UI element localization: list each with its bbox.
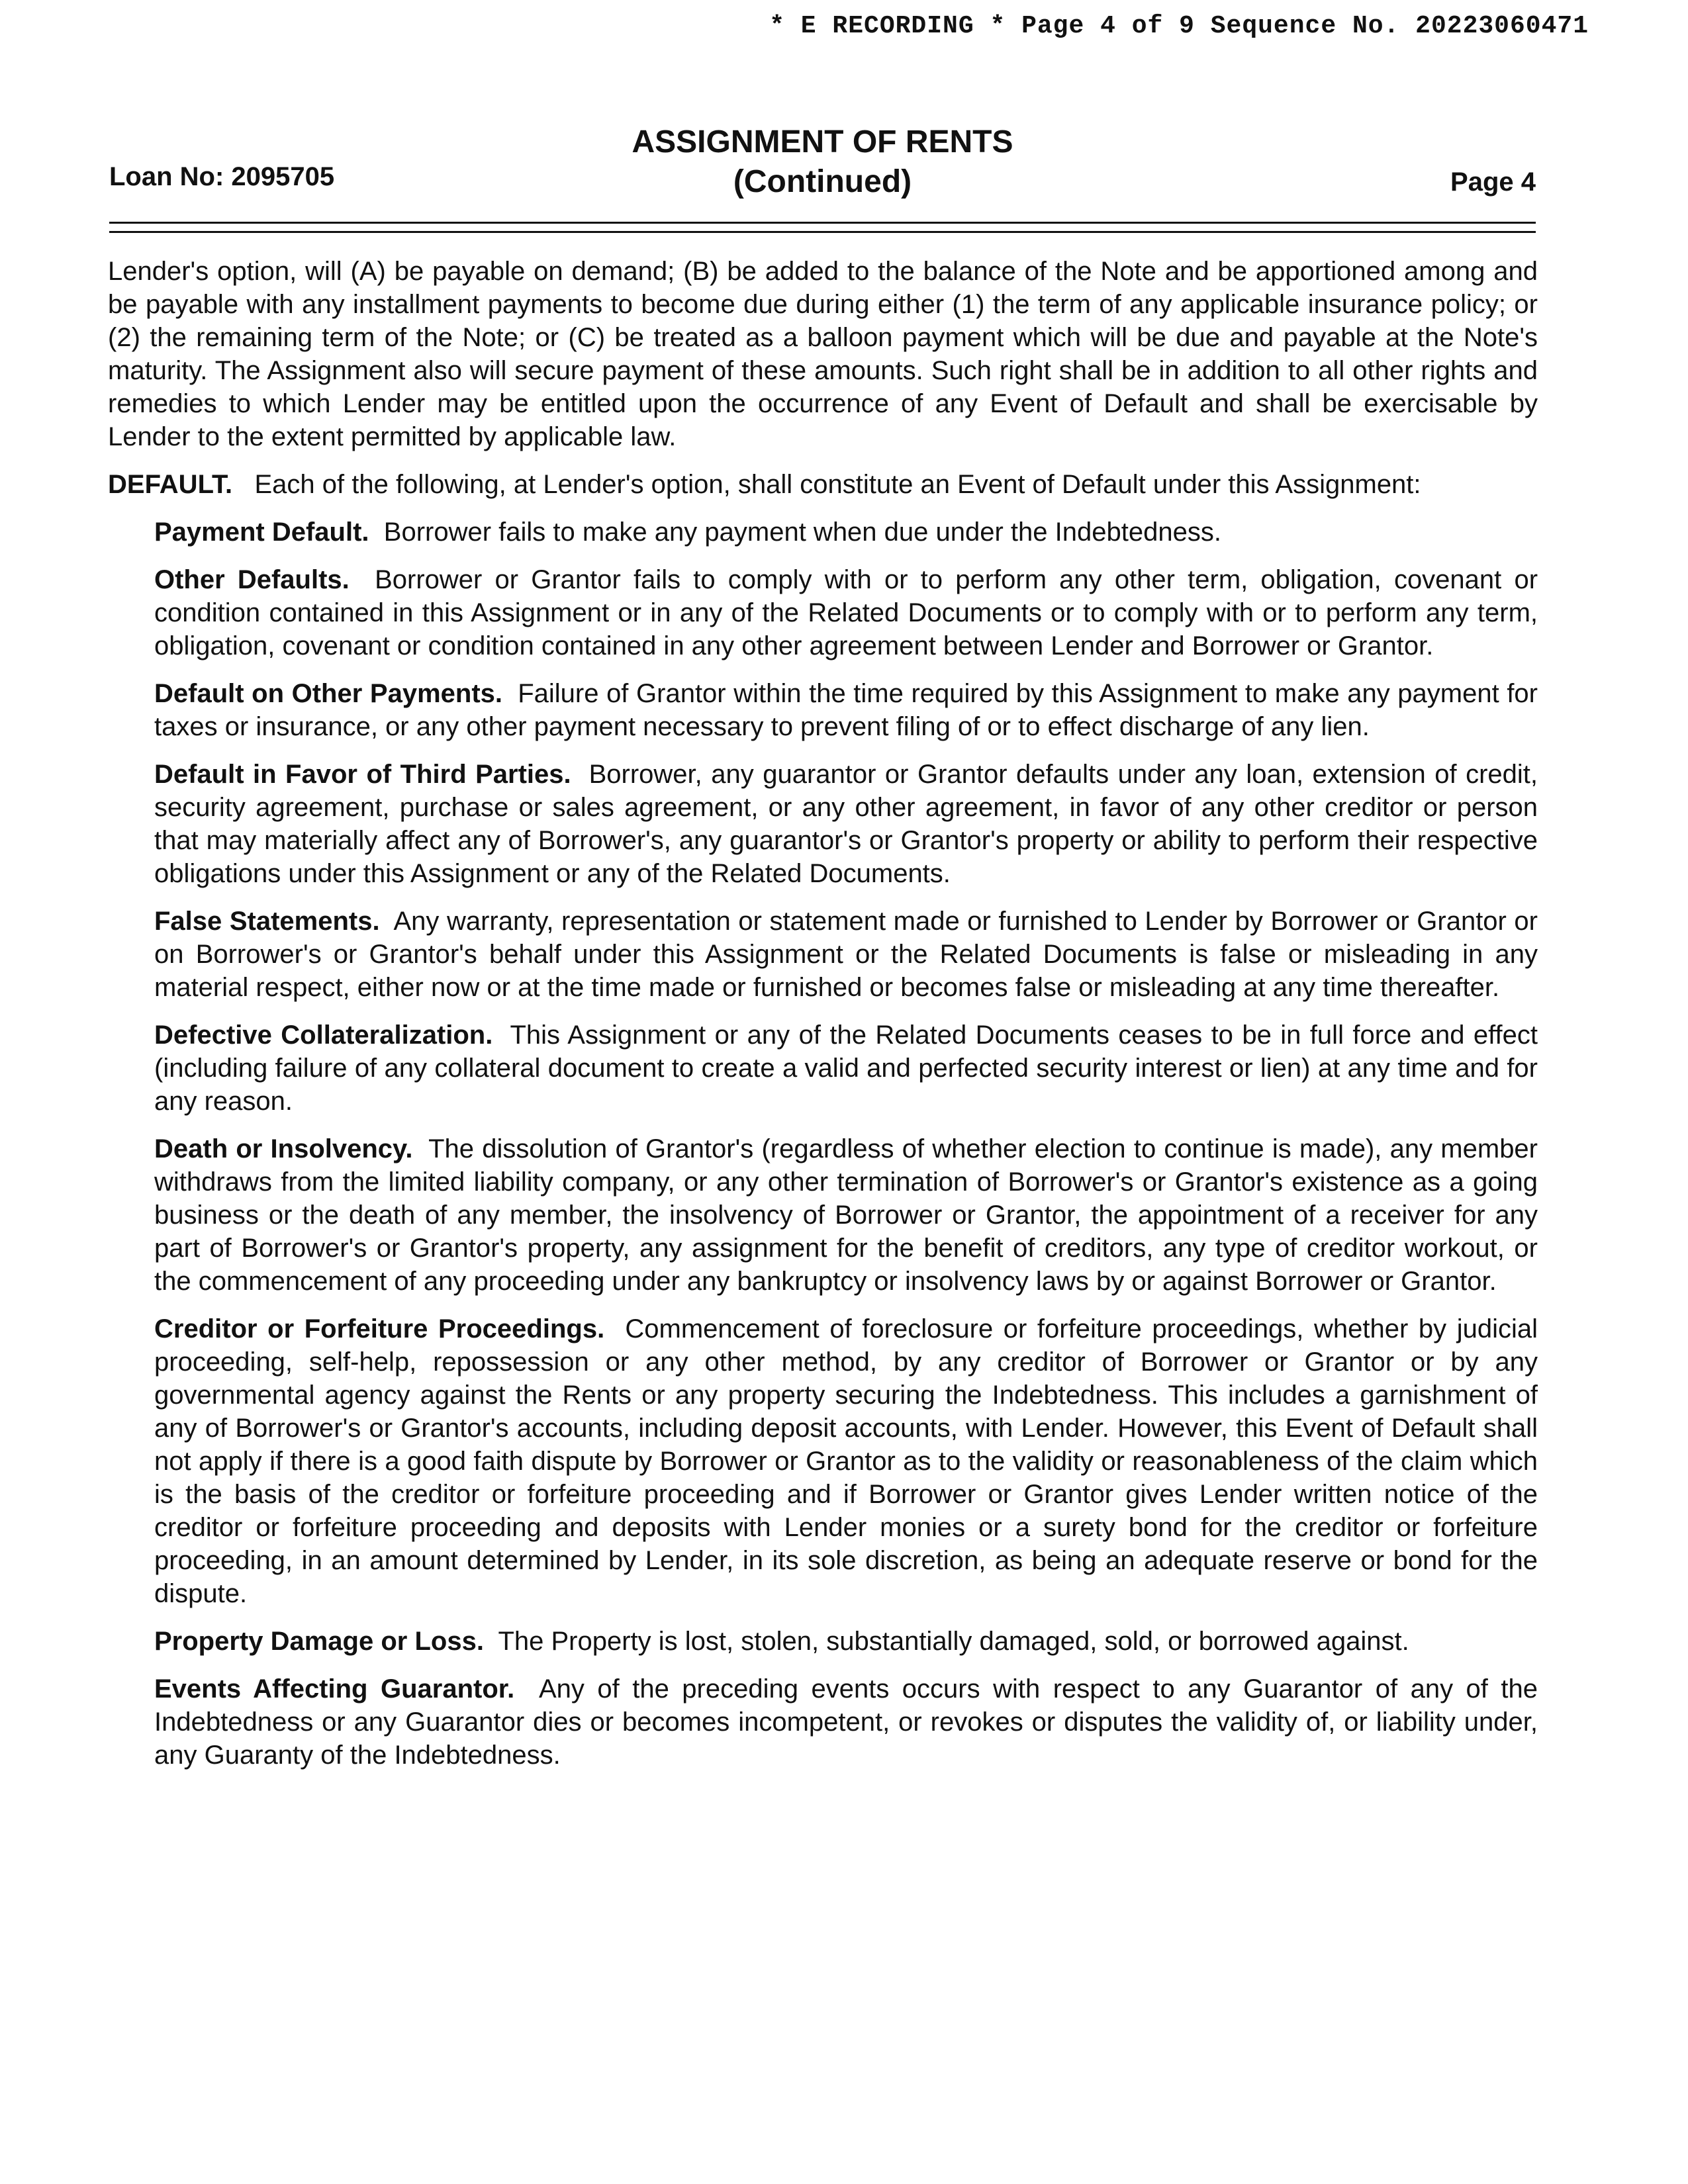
event-text: Borrower fails to make any payment when due under the Indebtedness. (383, 518, 1221, 547)
event-property-damage (154, 1625, 1538, 1658)
event-default-other-payments (154, 677, 1538, 743)
event-other-defaults (154, 563, 1538, 662)
recording-stamp: * E RECORDING * Page 4 of 9 Sequence No. 20223060471 (769, 12, 1589, 40)
document-title-block (109, 122, 1536, 202)
event-heading: Payment Default. (154, 518, 369, 547)
document-body (108, 255, 1538, 1786)
default-section (108, 468, 1538, 501)
loan-number: Loan No: 2095705 (109, 162, 335, 191)
default-heading: DEFAULT. (108, 470, 233, 499)
event-defective-collateralization (154, 1019, 1538, 1118)
event-text: Commencement of foreclosure or forfeiture proceedings, whether by judicial proceeding, self-help, repossession or any other method, by any creditor of Borrower or Grantor or by any governmental agency against the Rents or any property securing the Indebtedness. This includes a garnishment of any of Borrower's or Grantor's accounts, including deposit accounts, with Lender. However, this Event of Default shall not apply if there is a good faith dispute by Borrower or Grantor as to the validity or reasonableness of the claim which is the basis of the creditor or forfeiture proceeding and if Borrower or Grantor gives Lender written notice of the creditor or forfeiture proceeding and deposits with Lender monies or a surety bond for the creditor or forfeiture proceeding, in an amount determined by Lender, in its sole discretion, as being an adequate reserve or bond for the dispute. (154, 1314, 1538, 1608)
document-subtitle: (Continued) (733, 164, 912, 199)
event-heading: Events Affecting Guarantor. (154, 1674, 515, 1704)
document-header (109, 122, 1536, 202)
event-affecting-guarantor (154, 1672, 1538, 1772)
event-creditor-forfeiture (154, 1312, 1538, 1610)
event-text: This Assignment or any of the Related Documents ceases to be in full force and effect (including failure of any collateral document to create a valid and perfected security interest or lien) at any time and for any reason. (154, 1021, 1538, 1116)
page-number: Page 4 (1450, 167, 1536, 197)
event-heading: Death or Insolvency. (154, 1134, 413, 1163)
event-false-statements (154, 905, 1538, 1004)
event-text: Any warranty, representation or statement made or furnished to Lender by Borrower or Grantor or on Borrower's or Grantor's behalf under this Assignment or the Related Documents is false or misleading in any material respect, either now or at the time made or furnished or becomes false or misleading at any time thereafter. (154, 907, 1538, 1002)
event-text: Borrower, any guarantor or Grantor defaults under any loan, extension of credit, security agreement, purchase or sales agreement, or any other agreement, in favor of any other creditor or person that may materially affect any of Borrower's, any guarantor's or Grantor's property or ability to perform their respective obligations under this Assignment or any of the Related Documents. (154, 760, 1538, 888)
event-heading: Other Defaults. (154, 565, 350, 594)
event-default-third-parties (154, 758, 1538, 890)
intro-paragraph: Lender's option, will (A) be payable on demand; (B) be added to the balance of the Note and be apportioned among and be payable with any installment payments to become due during either (1) the term of any applicable insurance policy; or (2) the remaining term of the Note; or (C) be treated as a balloon payment which will be due and payable at the Note's maturity. The Assignment also will secure payment of these amounts. Such right shall be in addition to all other rights and remedies to which Lender may be entitled upon the occurrence of any Event of Default and shall be exercisable by Lender to the extent permitted by applicable law. (108, 257, 1538, 451)
event-heading: Defective Collateralization. (154, 1021, 493, 1050)
event-heading: False Statements. (154, 907, 380, 936)
event-payment-default (154, 516, 1538, 549)
event-text: The Property is lost, stolen, substantially damaged, sold, or borrowed against. (498, 1627, 1409, 1656)
event-heading: Default on Other Payments. (154, 679, 502, 708)
event-heading: Creditor or Forfeiture Proceedings. (154, 1314, 605, 1343)
header-divider-top (109, 222, 1536, 224)
event-text: Failure of Grantor within the time required by this Assignment to make any payment for taxes or insurance, or any other payment necessary to prevent filing of or to effect discharge of any lien. (154, 679, 1538, 741)
event-text: Borrower or Grantor fails to comply with or to perform any other term, obligation, covenant or condition contained in this Assignment or in any of the Related Documents or to comply with or to perform any term, obligation, covenant or condition contained in any other agreement between Lender and Borrower or Grantor. (154, 565, 1538, 660)
event-heading: Property Damage or Loss. (154, 1627, 484, 1656)
document-title: ASSIGNMENT OF RENTS (632, 124, 1013, 159)
events-of-default-list (154, 516, 1538, 1772)
default-text: Each of the following, at Lender's option, shall constitute an Event of Default under this Assignment: (254, 470, 1421, 499)
event-death-insolvency (154, 1132, 1538, 1298)
event-heading: Default in Favor of Third Parties. (154, 760, 571, 789)
event-text: The dissolution of Grantor's (regardless of whether election to continue is made), any member withdraws from the limited liability company, or any other termination of Borrower's or Grantor's existence as a going business or the death of any member, the insolvency of Borrower or Grantor, the appointment of a receiver for any part of Borrower's or Grantor's property, any assignment for the benefit of creditors, any type of creditor workout, or the commencement of any proceeding under any bankruptcy or insolvency laws by or against Borrower or Grantor. (154, 1134, 1538, 1296)
header-divider-bottom (109, 231, 1536, 233)
event-text: Any of the preceding events occurs with respect to any Guarantor of any of the Indebtedness or any Guarantor dies or becomes incompetent, or revokes or disputes the validity of, or liability under, any Guaranty of the Indebtedness. (154, 1674, 1538, 1770)
